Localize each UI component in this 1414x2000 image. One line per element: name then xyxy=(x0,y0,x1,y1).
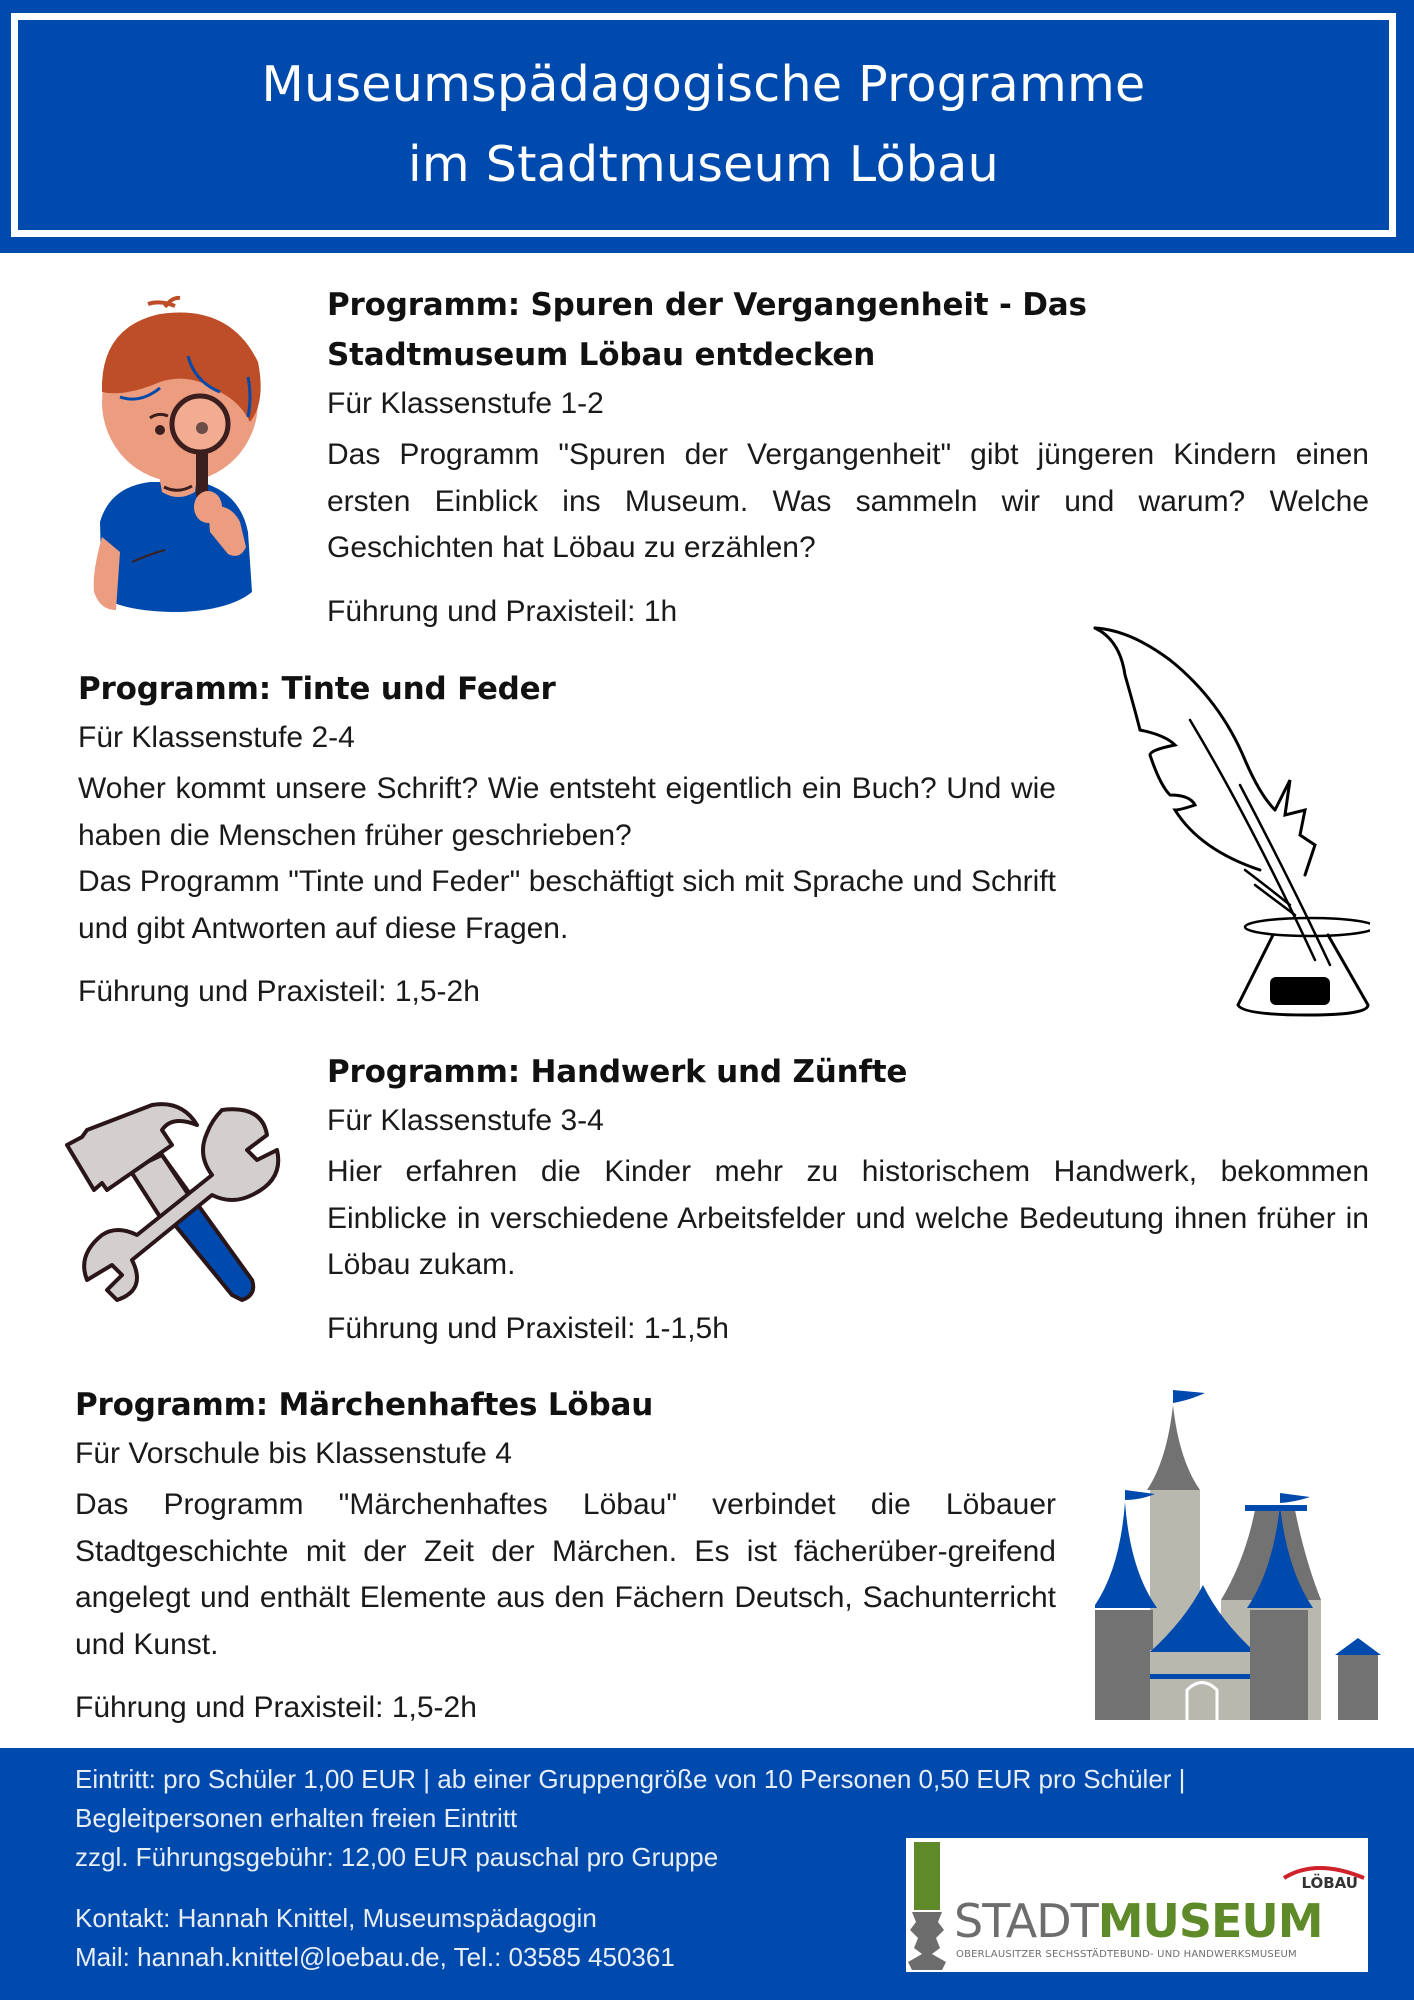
boy-with-magnifying-glass-icon xyxy=(80,292,280,622)
logo-subtitle: OBERLAUSITZER SECHSSTÄDTEBUND- UND HANDWERKSMUSEUM xyxy=(956,1949,1297,1960)
page-title-line1: Museumspädagogische Programme xyxy=(261,56,1146,113)
quill-and-inkwell-icon xyxy=(1090,620,1370,1020)
program-title: Programm: Handwerk und Zünfte xyxy=(327,1054,908,1090)
admission-text-line1: Eintritt: pro Schüler 1,00 EUR | ab einer Gruppengröße von 10 Personen 0,50 EUR pro Schüler | xyxy=(75,1764,1186,1794)
castle-icon xyxy=(1095,1390,1385,1720)
program-grade: Für Vorschule bis Klassenstufe 4 xyxy=(75,1437,512,1470)
logo-word-museum: MUSEUM xyxy=(1097,1894,1323,1948)
header-frame xyxy=(11,13,1396,237)
admission-text-line2: Begleitpersonen erhalten freien Eintritt xyxy=(75,1803,518,1833)
logo-word-stadt: STADT xyxy=(954,1894,1098,1948)
program-description-cont: Das Programm "Tinte und Feder" beschäftigt sich mit Sprache und Schrift und gibt Antworten auf diese Fragen. xyxy=(78,865,1056,945)
program-maerchen xyxy=(75,1380,1056,1730)
program-title: Programm: Spuren der Vergangenheit - Das xyxy=(327,287,1087,323)
program-tinte-feder xyxy=(78,664,1056,1014)
header-banner xyxy=(0,0,1414,253)
program-handwerk xyxy=(327,1047,1369,1351)
page-title-line2: im Stadtmuseum Löbau xyxy=(407,136,999,193)
contact-mail-link[interactable]: Mail: hannah.knittel@loebau.de, Tel.: 03585 450361 xyxy=(75,1942,675,1972)
fee-text: zzgl. Führungsgebühr: 12,00 EUR pauschal pro Gruppe xyxy=(75,1842,719,1872)
program-grade: Für Klassenstufe 2-4 xyxy=(78,721,355,754)
program-spuren xyxy=(327,280,1369,634)
program-description: Hier erfahren die Kinder mehr zu historischem Handwerk, bekommen Einblicke in verschiedene Arbeitsfelder und welche Bedeutung ihnen früher in Löbau zukam. xyxy=(327,1155,1369,1281)
logo-city: LÖBAU xyxy=(1301,1874,1358,1892)
program-title: Programm: Tinte und Feder xyxy=(78,671,556,707)
contact-text: Kontakt: Hannah Knittel, Museumspädagogin xyxy=(75,1903,597,1933)
program-duration: Führung und Praxisteil: 1,5-2h xyxy=(78,975,480,1008)
program-duration: Führung und Praxisteil: 1,5-2h xyxy=(75,1691,477,1724)
program-duration: Führung und Praxisteil: 1-1,5h xyxy=(327,1311,729,1345)
hammer-and-wrench-icon xyxy=(62,1095,287,1310)
program-title: Programm: Märchenhaftes Löbau xyxy=(75,1387,654,1423)
program-title-cont: Stadtmuseum Löbau entdecken xyxy=(327,337,876,373)
program-description: Das Programm "Spuren der Vergangenheit" gibt jüngeren Kindern einen ersten Einblick ins Museum. Was sammeln wir und warum? Welche Geschichten hat Löbau zu erzählen? xyxy=(327,438,1369,564)
program-grade: Für Klassenstufe 1-2 xyxy=(327,387,604,420)
logo-wordmark xyxy=(954,1896,1323,1946)
stadtmuseum-logo xyxy=(906,1838,1368,1972)
program-grade: Für Klassenstufe 3-4 xyxy=(327,1104,604,1137)
program-description: Woher kommt unsere Schrift? Wie entsteht eigentlich ein Buch? Und wie haben die Menschen früher geschrieben? xyxy=(78,772,1056,852)
program-description: Das Programm "Märchenhaftes Löbau" verbindet die Löbauer Stadtgeschichte mit der Zeit der Märchen. Es ist fächerüber-greifend angelegt und enthält Elemente aus den Fächern Deutsch, Sachunterricht und Kunst. xyxy=(75,1488,1056,1661)
program-duration: Führung und Praxisteil: 1h xyxy=(327,594,678,628)
